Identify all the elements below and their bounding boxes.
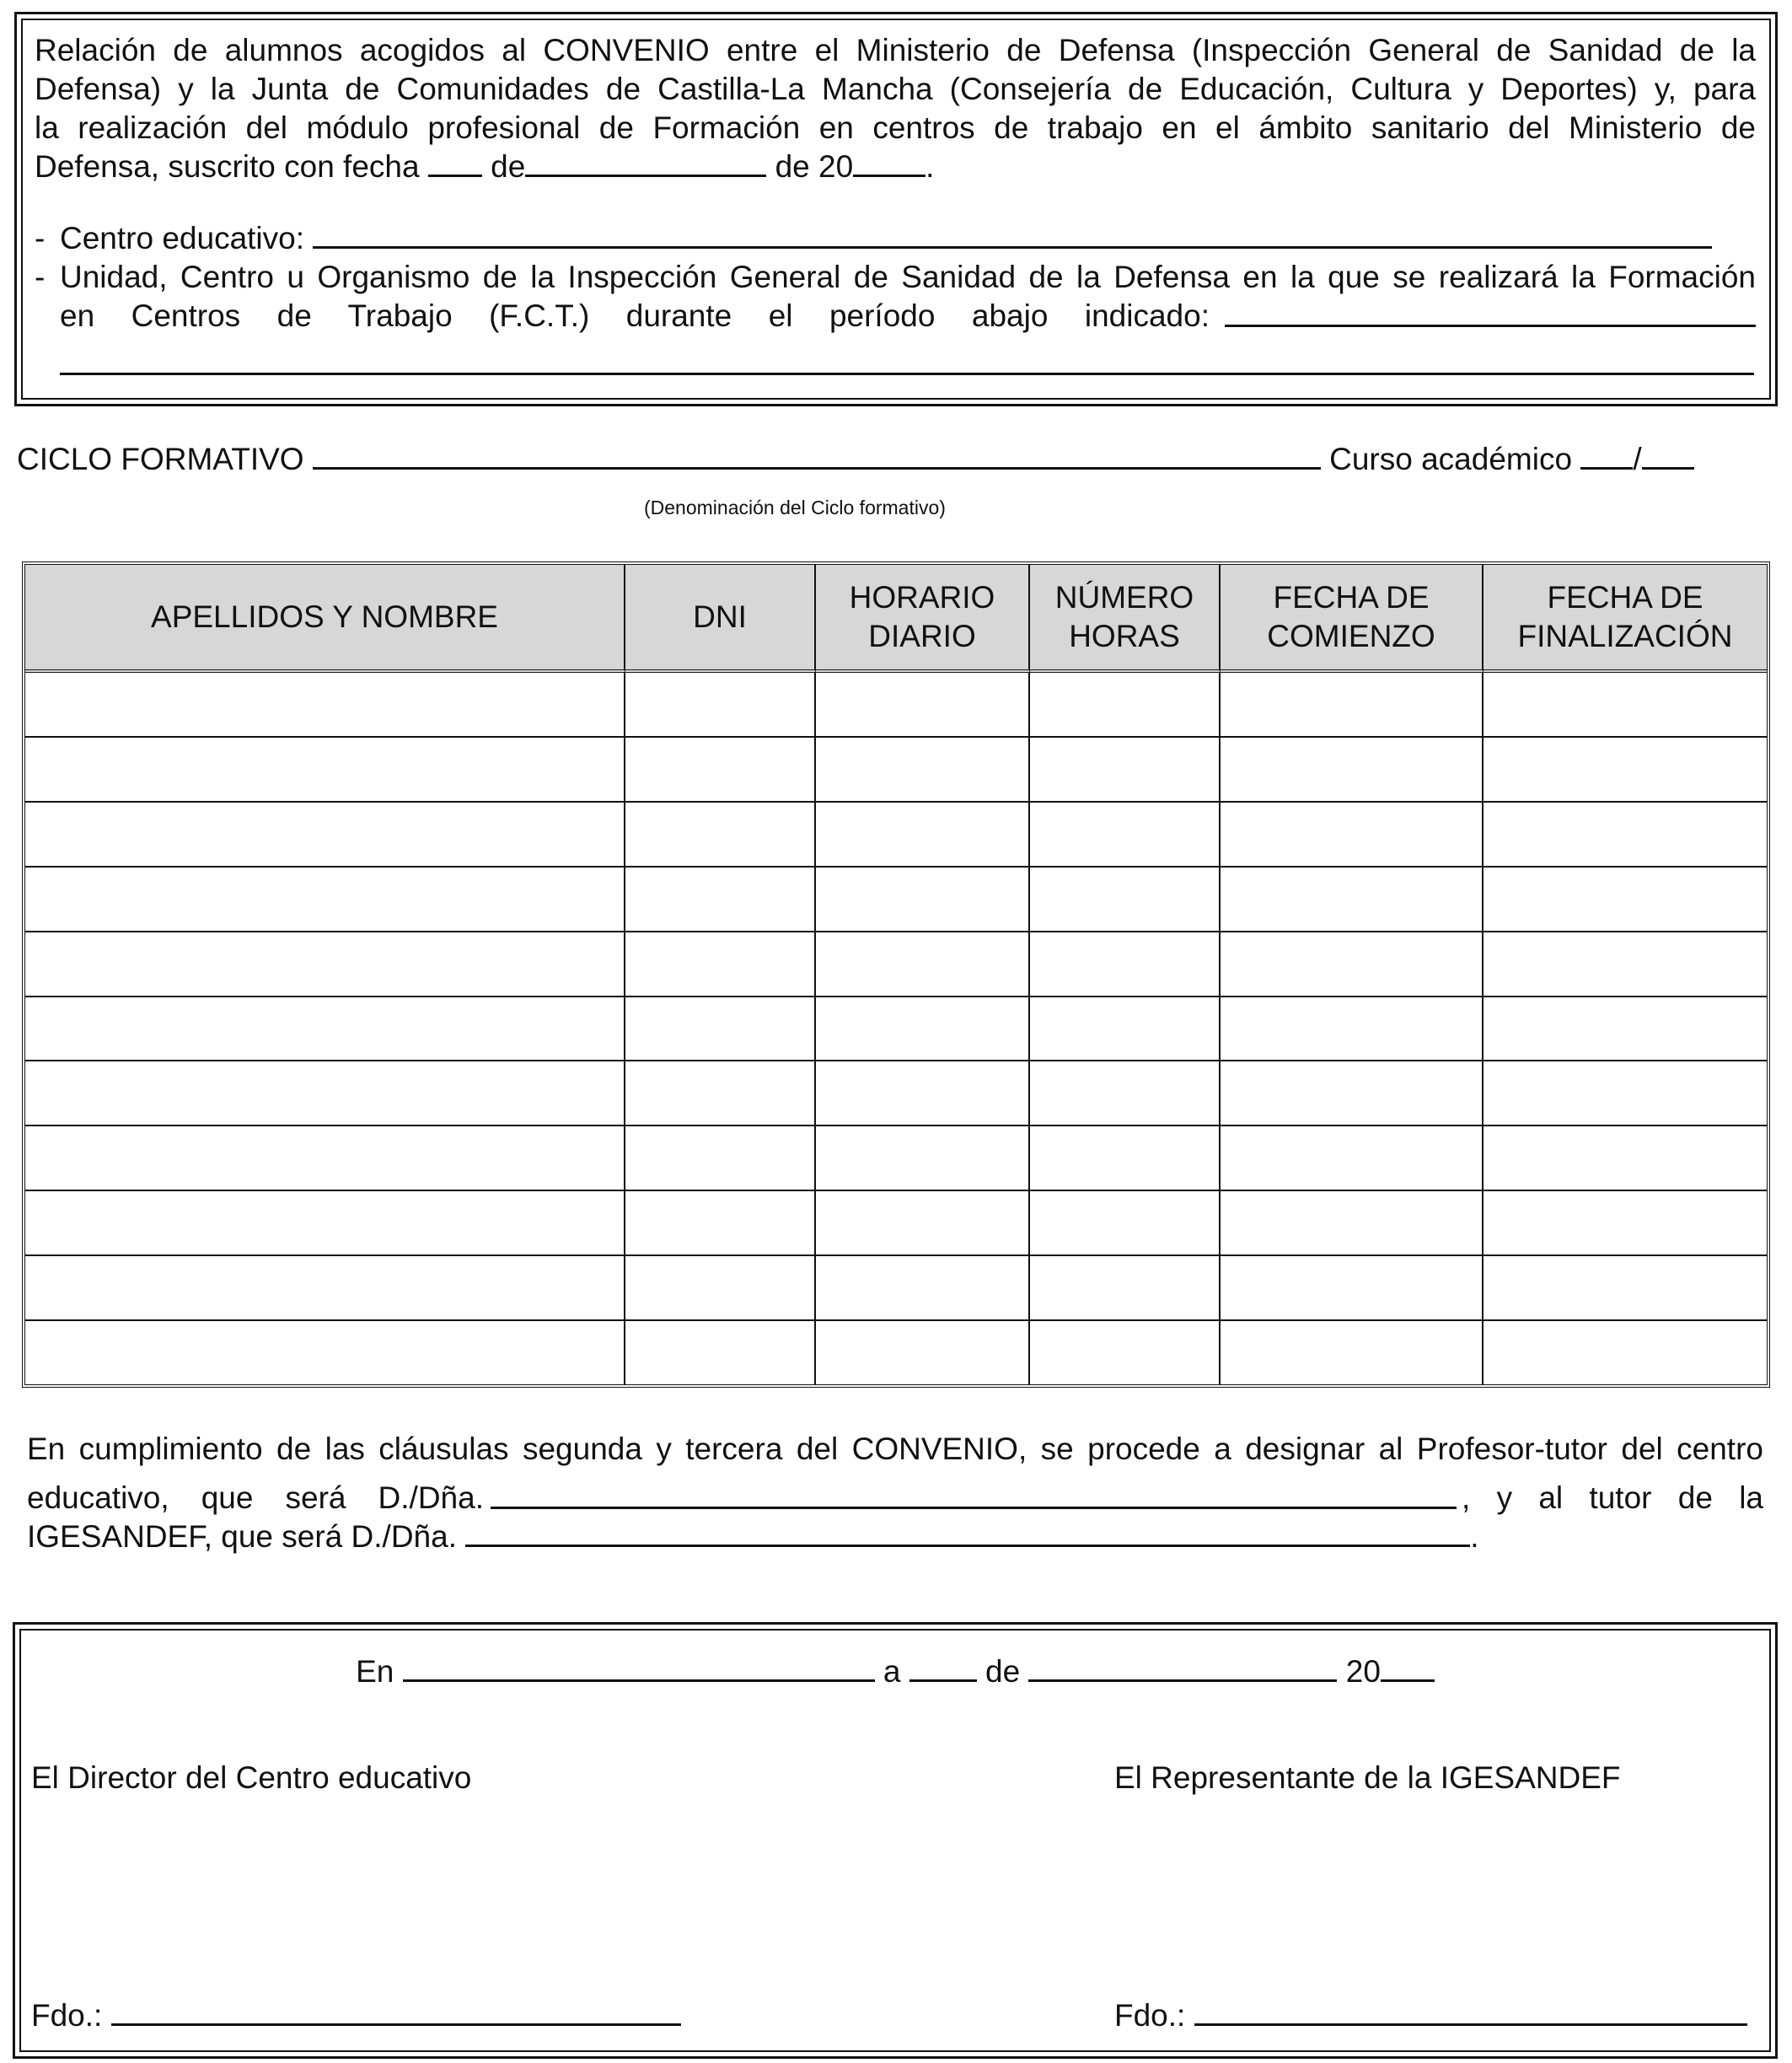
a-label: a	[883, 1654, 901, 1689]
table-row	[25, 1191, 1767, 1256]
table-cell[interactable]	[1221, 803, 1483, 868]
table-row	[25, 1321, 1767, 1384]
table-cell[interactable]	[25, 997, 625, 1062]
unidad-item	[35, 258, 1756, 336]
table-cell[interactable]	[1221, 932, 1483, 997]
table-cell[interactable]	[816, 997, 1030, 1062]
representante-signature-field[interactable]	[1194, 1996, 1747, 2026]
table-cell[interactable]	[1221, 1256, 1483, 1321]
table-cell[interactable]	[1483, 868, 1767, 932]
place-field[interactable]	[403, 1652, 875, 1682]
tutor-line-2	[27, 1474, 1763, 1518]
date-de: de	[491, 149, 526, 184]
day-field[interactable]	[428, 148, 482, 177]
centro-educativo-field[interactable]	[313, 219, 1712, 249]
table-cell[interactable]	[1030, 1191, 1221, 1256]
table-cell[interactable]	[25, 738, 625, 803]
table-cell[interactable]	[625, 1191, 816, 1256]
table-cell[interactable]	[816, 1256, 1030, 1321]
table-cell[interactable]	[1483, 1321, 1767, 1384]
table-cell[interactable]	[816, 1061, 1030, 1126]
header-apellidos-nombre: APELLIDOS Y NOMBRE	[25, 565, 625, 673]
table-cell[interactable]	[816, 1126, 1030, 1191]
table-cell[interactable]	[625, 932, 816, 997]
table-cell[interactable]	[816, 738, 1030, 803]
date-year-prefix: de 20	[775, 149, 854, 184]
table-cell[interactable]	[1030, 1126, 1221, 1191]
representante-signature	[1114, 1996, 1747, 2035]
profesor-tutor-field[interactable]	[491, 1480, 1457, 1509]
table-cell[interactable]	[1221, 868, 1483, 932]
table-row	[25, 1061, 1767, 1126]
table-cell[interactable]	[625, 738, 816, 803]
table-cell[interactable]	[816, 932, 1030, 997]
table-row	[25, 738, 1767, 803]
table-row	[25, 1126, 1767, 1191]
table-cell[interactable]	[1483, 1126, 1767, 1191]
table-cell[interactable]	[1483, 1191, 1767, 1256]
table-cell[interactable]	[1030, 1061, 1221, 1126]
header-fecha-finalizacion: FECHA DE FINALIZACIÓN	[1483, 565, 1767, 673]
table-cell[interactable]	[1483, 997, 1767, 1062]
table-cell[interactable]	[1221, 1061, 1483, 1126]
table-cell[interactable]	[816, 868, 1030, 932]
table-cell[interactable]	[625, 1256, 816, 1321]
table-cell[interactable]	[816, 1191, 1030, 1256]
sign-day-field[interactable]	[909, 1652, 977, 1682]
sign-month-field[interactable]	[1028, 1652, 1337, 1682]
table-cell[interactable]	[1030, 1321, 1221, 1384]
table-cell[interactable]	[1221, 1191, 1483, 1256]
director-signature-field[interactable]	[111, 1996, 681, 2026]
table-row	[25, 868, 1767, 932]
convenio-box-inner	[21, 19, 1771, 400]
intro-line-3: la realización del módulo profesional de Formación en centros de trabajo en el ámbito sanitario del Ministerio de	[35, 110, 1756, 145]
igesandef-tutor-field[interactable]	[465, 1518, 1470, 1547]
table-cell[interactable]	[1030, 997, 1221, 1062]
table-cell[interactable]	[1483, 1061, 1767, 1126]
header-dni: DNI	[625, 565, 816, 673]
table-cell[interactable]	[25, 803, 625, 868]
table-cell[interactable]	[25, 1191, 625, 1256]
curso-end-field[interactable]	[1642, 440, 1694, 470]
table-row	[25, 932, 1767, 997]
year-prefix: 20	[1345, 1654, 1381, 1689]
students-table	[22, 561, 1770, 1388]
intro-line-4	[35, 148, 1756, 186]
curso-start-field[interactable]	[1580, 440, 1633, 470]
table-cell[interactable]	[1483, 1256, 1767, 1321]
header-fecha-comienzo: FECHA DE COMIENZO	[1221, 565, 1483, 673]
profesor-tutor-suffix: , y al tutor de la	[1462, 1480, 1763, 1515]
table-cell[interactable]	[816, 673, 1030, 738]
signature-box	[13, 1622, 1778, 2059]
table-cell[interactable]	[1221, 738, 1483, 803]
table-cell[interactable]	[1030, 932, 1221, 997]
table-cell[interactable]	[1221, 673, 1483, 738]
table-cell[interactable]	[1483, 803, 1767, 868]
table-row	[25, 997, 1767, 1062]
table-cell[interactable]	[1030, 1256, 1221, 1321]
unidad-field[interactable]	[1225, 298, 1756, 327]
table-cell[interactable]	[25, 1321, 625, 1384]
header-horario-diario: HORARIO DIARIO	[816, 565, 1030, 673]
fdo-label: Fdo.:	[1114, 1998, 1186, 2033]
igesandef-tutor-end: .	[1470, 1519, 1479, 1554]
table-cell[interactable]	[1483, 738, 1767, 803]
table-cell[interactable]	[25, 1126, 625, 1191]
date-prefix: Defensa, suscrito con fecha	[35, 149, 420, 184]
unidad-line-2	[60, 297, 1756, 336]
table-cell[interactable]	[1030, 868, 1221, 932]
place-date-line	[21, 1652, 1769, 1691]
table-cell[interactable]	[25, 868, 625, 932]
convenio-box	[14, 12, 1778, 406]
table-cell[interactable]	[25, 673, 625, 738]
sign-year-field[interactable]	[1381, 1652, 1435, 1682]
fdo-label: Fdo.:	[31, 1998, 103, 2033]
curso-slash: /	[1633, 442, 1642, 476]
table-row	[25, 673, 1767, 738]
intro-line-2: Defensa) y la Junta de Comunidades de Castilla-La Mancha (Consejería de Educación, Cultura y Deportes) y, para	[35, 72, 1756, 106]
year-field[interactable]	[853, 148, 926, 177]
profesor-tutor-prefix: educativo, que será D./Dña.	[27, 1480, 484, 1515]
table-cell[interactable]	[625, 1126, 816, 1191]
ciclo-caption: (Denominación del Ciclo formativo)	[644, 497, 946, 518]
bullet-dash: -	[35, 221, 46, 255]
intro-line-1: Relación de alumnos acogidos al CONVENIO entre el Ministerio de Defensa (Inspección General de Sanidad de la	[35, 33, 1756, 67]
table-cell[interactable]	[1483, 932, 1767, 997]
centro-educativo-item	[35, 219, 1756, 258]
director-signature	[31, 1996, 681, 2035]
month-field[interactable]	[525, 148, 766, 177]
centro-educativo-label: Centro educativo:	[60, 221, 305, 255]
unidad-field-continuation[interactable]	[60, 373, 1754, 375]
table-cell[interactable]	[1030, 673, 1221, 738]
table-cell[interactable]	[25, 932, 625, 997]
table-row	[25, 803, 1767, 868]
table-cell[interactable]	[625, 1061, 816, 1126]
table-header-row	[25, 565, 1767, 673]
en-label: En	[356, 1654, 394, 1689]
table-cell[interactable]	[816, 803, 1030, 868]
table-cell[interactable]	[1221, 1126, 1483, 1191]
table-cell[interactable]	[1483, 673, 1767, 738]
intro-paragraph	[35, 31, 1756, 186]
table-cell[interactable]	[1030, 803, 1221, 868]
de-label: de	[985, 1654, 1021, 1689]
date-end: .	[926, 149, 935, 184]
table-row	[25, 1256, 1767, 1321]
unidad-line-1: Unidad, Centro u Organismo de la Inspección General de Sanidad de la Defensa en la que se realizará la Formación	[60, 260, 1756, 294]
table-cell[interactable]	[1030, 738, 1221, 803]
table-cell[interactable]	[25, 1256, 625, 1321]
tutor-line-1: En cumplimiento de las cláusulas segunda y tercera del CONVENIO, se procede a designar al Profesor-tutor del centro	[27, 1432, 1763, 1466]
ciclo-formativo-row	[17, 440, 1736, 479]
representante-label: El Representante de la IGESANDEF	[1114, 1760, 1621, 1795]
tutor-paragraph	[27, 1430, 1763, 1561]
table-cell[interactable]	[816, 1321, 1030, 1384]
signature-box-inner	[19, 1629, 1771, 2052]
header-numero-horas: NÚMERO HORAS	[1030, 565, 1221, 673]
table-cell[interactable]	[625, 868, 816, 932]
curso-academico-label: Curso académico	[1329, 442, 1573, 476]
table-cell[interactable]	[25, 1061, 625, 1126]
bullet-dash: -	[35, 260, 46, 294]
ciclo-formativo-label: CICLO FORMATIVO	[17, 442, 304, 476]
table-cell[interactable]	[1221, 1321, 1483, 1384]
igesandef-tutor-prefix: IGESANDEF, que será D./Dña.	[27, 1519, 457, 1554]
table-cell[interactable]	[625, 1321, 816, 1384]
table-cell[interactable]	[625, 997, 816, 1062]
table-cell[interactable]	[1221, 997, 1483, 1062]
tutor-line-3	[27, 1518, 1763, 1561]
ciclo-formativo-field[interactable]	[313, 440, 1321, 470]
table-cell[interactable]	[625, 803, 816, 868]
unidad-line-2-text: en Centros de Trabajo (F.C.T.) durante el período abajo indicado:	[60, 298, 1210, 333]
director-label: El Director del Centro educativo	[31, 1760, 472, 1795]
table-cell[interactable]	[625, 673, 816, 738]
